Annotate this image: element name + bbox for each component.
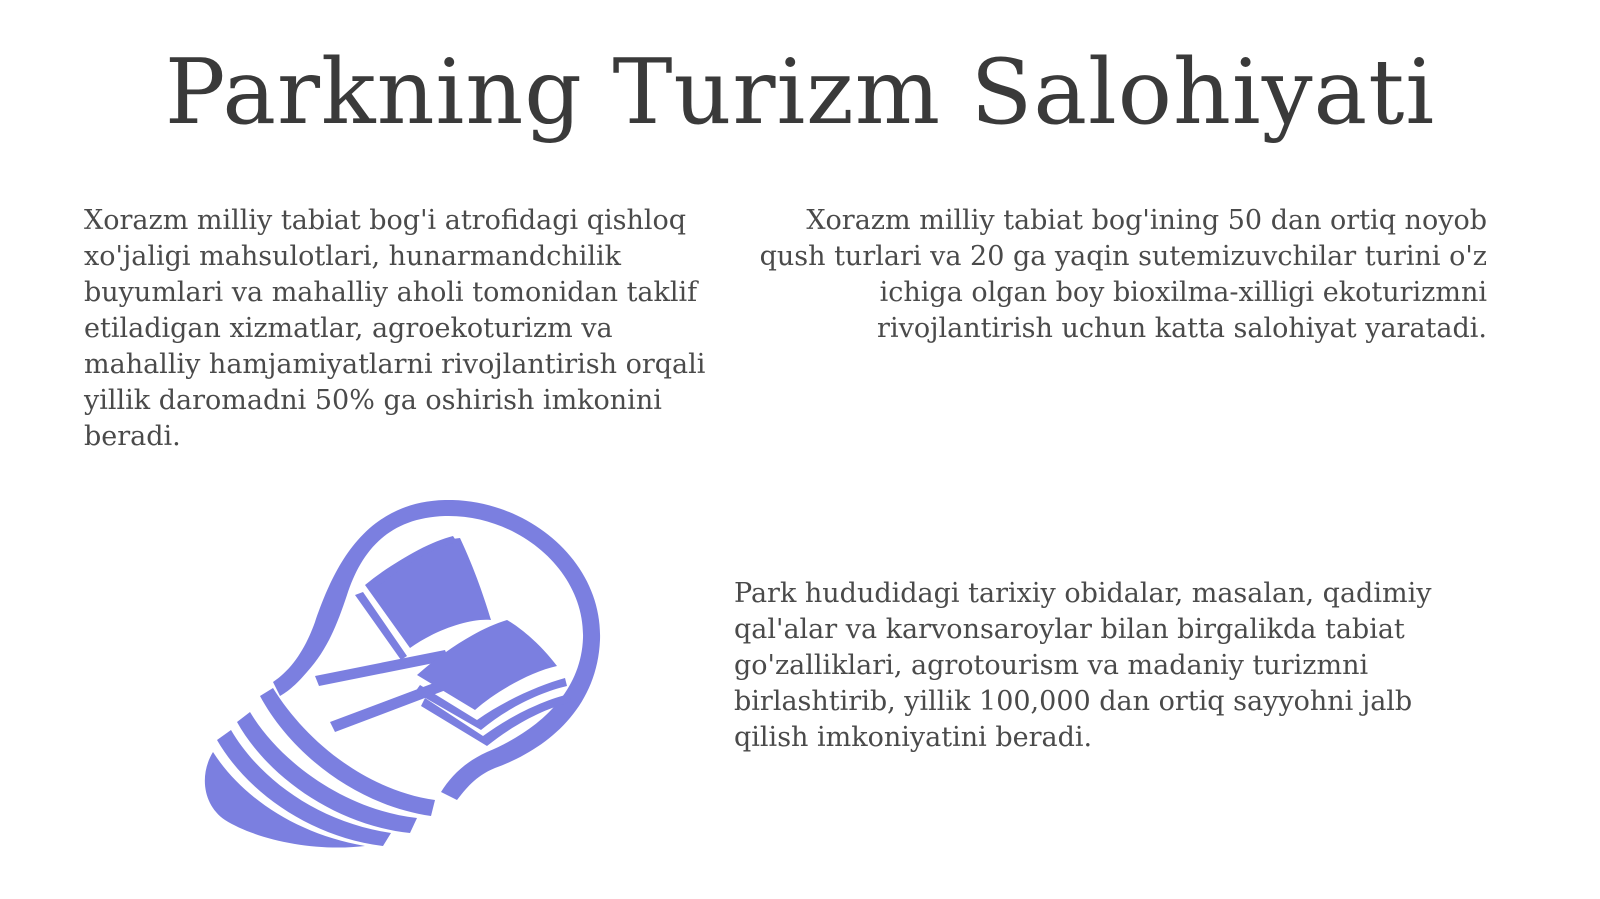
left-paragraph: Xorazm milliy tabiat bog'i atrofidagi qishloq xo'jaligi mahsulotlari, hunarmandchilik buyumlari va mahalliy aholi tomonidan taklif etiladigan xizmatlar, agroekoturizm va mahalliy hamjamiyatlarni rivojlantirish orqali yillik daromadni 50% ga oshirish imkonini beradi. <box>84 205 706 452</box>
bottom-paragraph: Park hududidagi tarixiy obidalar, masalan, qadimiy qal'alar va karvonsaroylar bilan birgalikda tabiat go'zalliklari, agrotourism va madaniy turizmni birlashtirib, yillik 100,000 dan ortiq sayyohni jalb qilish imkoniyatini beradi. <box>734 578 1432 753</box>
slide-title: Parkning Turizm Salohiyati <box>164 40 1436 145</box>
lightbulb-book-icon <box>195 500 635 855</box>
right-paragraph: Xorazm milliy tabiat bog'ining 50 dan ortiq noyob qush turlari va 20 ga yaqin sutemizuvchilar turini o'z ichiga olgan boy bioxilma-xilligi ekoturizmni rivojlantirish uchun katta salohiyat yaratadi. <box>759 205 1487 344</box>
